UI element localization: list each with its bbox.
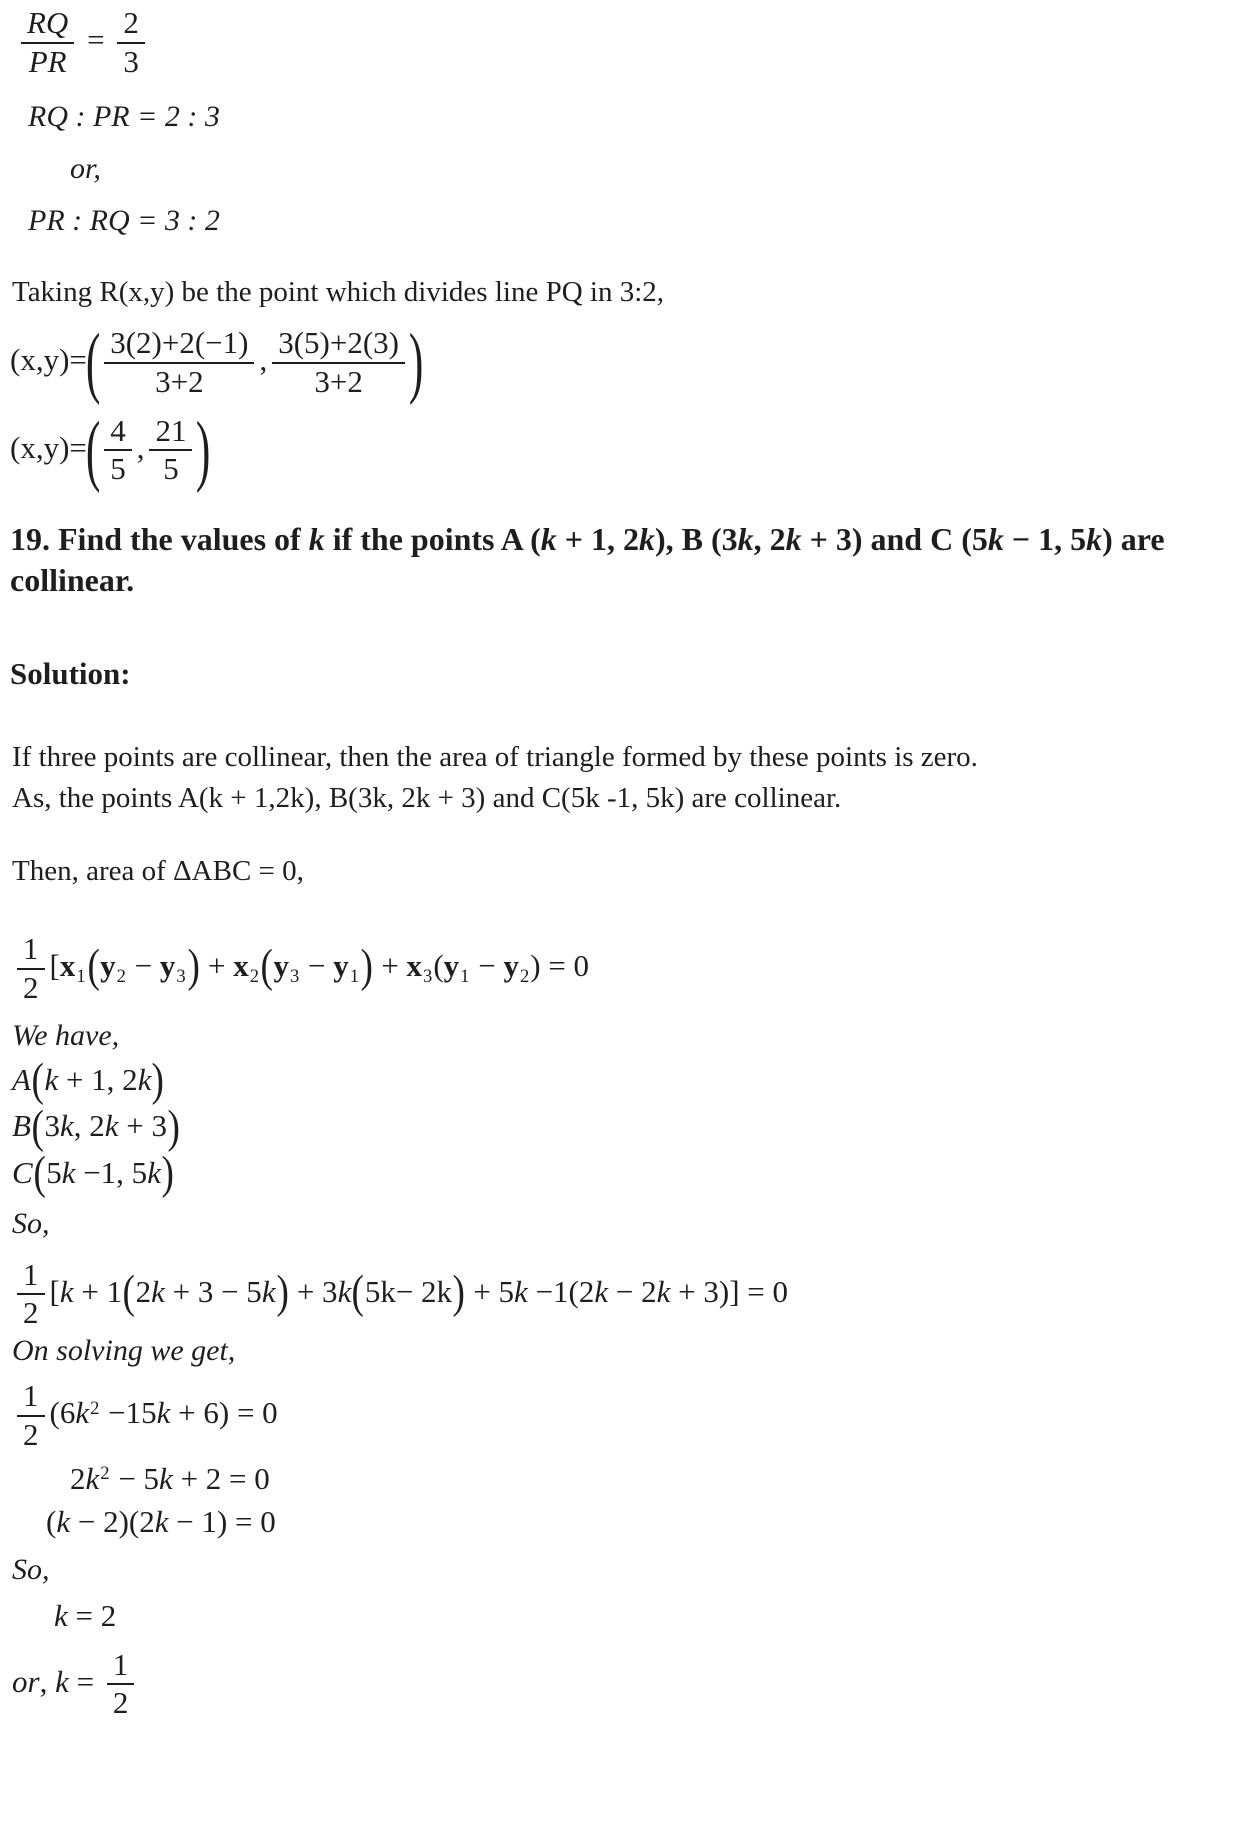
math-text: k <box>61 1155 76 1191</box>
math-text: k <box>104 1108 119 1144</box>
math-text: x <box>59 948 76 984</box>
math-text: or <box>12 1663 40 1699</box>
numerator: 3(2)+2(−1) <box>110 325 249 361</box>
fraction <box>149 414 192 487</box>
math-text: y <box>443 948 460 984</box>
math-text: y <box>100 948 116 984</box>
math-text: k <box>59 1108 74 1144</box>
right-paren: ) <box>167 1101 180 1153</box>
solution-heading: Solution: <box>10 656 131 692</box>
right-paren: ) <box>187 941 200 993</box>
left-paren: ( <box>351 1266 365 1318</box>
question-19-heading <box>10 519 1245 601</box>
math-text: k <box>1086 521 1103 558</box>
left-paren: ( <box>31 1101 44 1153</box>
equation-rq-pr-fraction <box>16 4 1245 81</box>
equation-xy-section-formula <box>10 319 1245 407</box>
math-text: + 2 = 0 <box>172 1460 270 1496</box>
math-text: + 1, 2 <box>556 521 639 558</box>
denominator: 2 <box>17 1293 45 1331</box>
math-text: C <box>12 1155 33 1191</box>
answer-k-equals-half <box>12 1646 1245 1723</box>
math-text: , 2 <box>753 521 786 558</box>
math-text: 19. Find the values of <box>10 521 309 558</box>
math-text: k <box>75 1395 90 1431</box>
math-text: k <box>594 1273 609 1309</box>
math-text: if the points A ( <box>324 521 541 558</box>
math-text: k <box>147 1155 161 1191</box>
left-paren: ( <box>33 1148 46 1200</box>
math-text: k <box>261 1273 276 1309</box>
math-text: k <box>308 521 325 558</box>
math-text: ) are collinear. <box>10 521 1165 599</box>
math-text: − 1) = 0 <box>168 1504 276 1540</box>
fraction <box>17 932 45 1005</box>
math-text: − <box>126 948 160 984</box>
math-text: y <box>159 948 176 984</box>
math-text: k <box>56 1504 71 1540</box>
denominator: 2 <box>107 1683 135 1721</box>
denominator: 3 <box>117 42 145 80</box>
math-text: k <box>55 1663 69 1699</box>
math-text: k <box>987 521 1004 558</box>
math-text: = 2 <box>67 1597 117 1633</box>
fraction <box>107 1648 135 1721</box>
fraction <box>117 6 145 79</box>
paragraph-area-abc: Then, area of ΔABC = 0, <box>12 854 304 887</box>
math-text: ( <box>46 1504 57 1540</box>
math-text: −15 <box>100 1395 157 1431</box>
math-text: − 2)(2 <box>70 1504 155 1540</box>
so-label: So, <box>12 1206 50 1240</box>
denominator: 3+2 <box>272 362 405 400</box>
right-paren: ) <box>161 1148 174 1200</box>
denominator: 3+2 <box>104 362 254 400</box>
math-text: + 5 <box>465 1273 515 1309</box>
so-label-2: So, <box>12 1552 50 1586</box>
left-paren: ( <box>87 941 100 993</box>
math-text: y <box>333 948 349 984</box>
math-text: 3 <box>176 965 186 987</box>
or-connector: or, <box>70 152 101 186</box>
math-text: + 3 − 5 <box>164 1273 262 1309</box>
equation-pr-rq-ratio: PR : RQ = 3 : 2 <box>28 204 220 238</box>
math-text: − 1, 5 <box>1003 521 1087 558</box>
math-text: −1(2 <box>527 1273 595 1309</box>
math-text: + 3) and C (5 <box>801 521 988 558</box>
math-text: 2 <box>519 965 530 987</box>
right-paren: ) <box>360 941 374 993</box>
math-text: k <box>337 1273 352 1309</box>
right-paren: ) <box>408 319 424 407</box>
fraction <box>17 1258 45 1331</box>
numerator: 1 <box>23 931 39 967</box>
numerator: 21 <box>155 412 187 448</box>
right-paren: ) <box>196 406 211 494</box>
math-text: k <box>44 1061 59 1097</box>
denominator: 5 <box>149 449 192 487</box>
equation-half-6k2 <box>12 1377 1245 1454</box>
math-text: + <box>373 948 407 984</box>
math-text: + 3 <box>289 1273 338 1309</box>
math-text: ), B (3 <box>654 521 738 558</box>
math-text: ) = 0 <box>530 948 590 984</box>
right-paren: ) <box>452 1266 466 1318</box>
math-text: k <box>656 1273 671 1309</box>
math-text: + 6) = 0 <box>170 1395 278 1431</box>
math-text: k <box>137 1061 152 1097</box>
math-text: − 5 <box>110 1460 160 1496</box>
left-paren: ( <box>260 941 273 993</box>
math-text: 5 <box>46 1155 62 1191</box>
math-text: k <box>85 1460 100 1496</box>
math-text: 3 <box>423 965 433 987</box>
numerator: 2 <box>123 5 139 40</box>
math-text: 1 <box>349 965 360 987</box>
denominator: PR <box>21 42 74 80</box>
math-text: [ <box>49 948 60 984</box>
math-text: (6 <box>49 1395 76 1431</box>
right-paren: ) <box>152 1054 165 1106</box>
math-text: − 2 <box>608 1273 657 1309</box>
numerator: 1 <box>23 1378 39 1414</box>
we-have-label: We have, <box>12 1018 120 1052</box>
fraction <box>272 326 405 399</box>
left-paren: ( <box>85 406 101 494</box>
numerator: RQ <box>27 5 69 40</box>
fraction <box>104 326 254 399</box>
math-text: + 1 <box>73 1273 123 1309</box>
math-text: 2 <box>100 1463 110 1485</box>
math-text: 2 <box>70 1460 86 1496</box>
math-text: , <box>136 429 145 465</box>
left-paren: ( <box>85 319 101 407</box>
math-text: − <box>300 948 334 984</box>
numerator: 3(5)+2(3) <box>278 325 400 361</box>
denominator: 2 <box>17 1415 45 1453</box>
math-text: k <box>540 521 557 558</box>
equation-area-formula <box>12 930 1245 1007</box>
math-text: −1, 5 <box>75 1155 148 1191</box>
math-text: y <box>273 948 289 984</box>
left-paren: ( <box>31 1054 44 1106</box>
numerator: 4 <box>110 412 126 448</box>
fraction <box>21 6 74 79</box>
equation-expanded-area <box>12 1256 1245 1333</box>
point-c-definition <box>12 1148 1245 1200</box>
paragraph-collinear-rule: If three points are collinear, then the area of triangle formed by these points is zero. <box>12 741 978 774</box>
math-text: y <box>503 948 519 984</box>
math-text: k <box>159 1460 173 1496</box>
equation-xy-result <box>10 406 1245 494</box>
math-text: k <box>156 1395 171 1431</box>
math-text: k <box>737 521 754 558</box>
math-text: − <box>470 948 504 984</box>
on-solving-label: On solving we get, <box>12 1334 236 1368</box>
math-text: k <box>54 1597 68 1633</box>
math-text: B <box>12 1108 31 1144</box>
math-text: ( <box>433 948 444 984</box>
math-text: + 3)] = 0 <box>670 1273 789 1309</box>
math-text: 2 <box>116 965 126 987</box>
denominator: 2 <box>17 968 45 1006</box>
math-text: , <box>39 1663 56 1699</box>
paragraph-points-list: As, the points A(k + 1,2k), B(3k, 2k + 3) and C(5k -1, 5k) are collinear. <box>12 781 842 814</box>
math-text: , <box>259 342 268 378</box>
math-text: 2 <box>90 1397 100 1419</box>
math-text: x <box>406 948 423 984</box>
equation-factored <box>46 1504 1245 1540</box>
math-text: k <box>785 521 802 558</box>
math-text: 1 <box>460 965 470 987</box>
fraction <box>17 1379 45 1452</box>
math-text: 2 <box>249 965 259 987</box>
math-text: 5k− 2k <box>364 1273 453 1309</box>
math-text: + 3 <box>118 1108 167 1144</box>
math-text: , 2 <box>73 1108 105 1144</box>
math-text: 3 <box>44 1108 60 1144</box>
paragraph-taking-r: Taking R(x,y) be the point which divides line PQ in 3:2, <box>12 276 665 309</box>
math-text: k <box>151 1273 165 1309</box>
left-paren: ( <box>122 1266 136 1318</box>
math-text: 1 <box>76 965 86 987</box>
numerator: 1 <box>23 1256 39 1292</box>
math-text: + <box>200 948 234 984</box>
equation-2k2 <box>70 1461 1245 1497</box>
math-text: x <box>233 948 249 984</box>
math-text: [ <box>49 1273 60 1309</box>
math-text: k <box>154 1504 169 1540</box>
math-text: A <box>12 1061 31 1097</box>
math-text: k <box>638 521 655 558</box>
point-a-definition <box>12 1054 1245 1106</box>
math-text: = <box>68 1663 102 1699</box>
math-text: 3 <box>289 965 300 987</box>
point-b-definition <box>12 1101 1245 1153</box>
math-text: = <box>79 21 113 57</box>
answer-k-equals-2 <box>54 1598 1245 1634</box>
fraction <box>104 414 132 487</box>
math-text: k <box>59 1273 74 1309</box>
denominator: 5 <box>104 449 132 487</box>
math-text: + 1, 2 <box>58 1061 138 1097</box>
math-text: (x,y)= <box>10 429 87 465</box>
math-text: 2 <box>135 1273 152 1309</box>
math-text: (x,y)= <box>10 342 87 378</box>
math-text: k <box>514 1273 528 1309</box>
equation-rq-pr-ratio: RQ : PR = 2 : 3 <box>28 100 220 134</box>
numerator: 1 <box>112 1646 129 1682</box>
right-paren: ) <box>276 1266 289 1318</box>
